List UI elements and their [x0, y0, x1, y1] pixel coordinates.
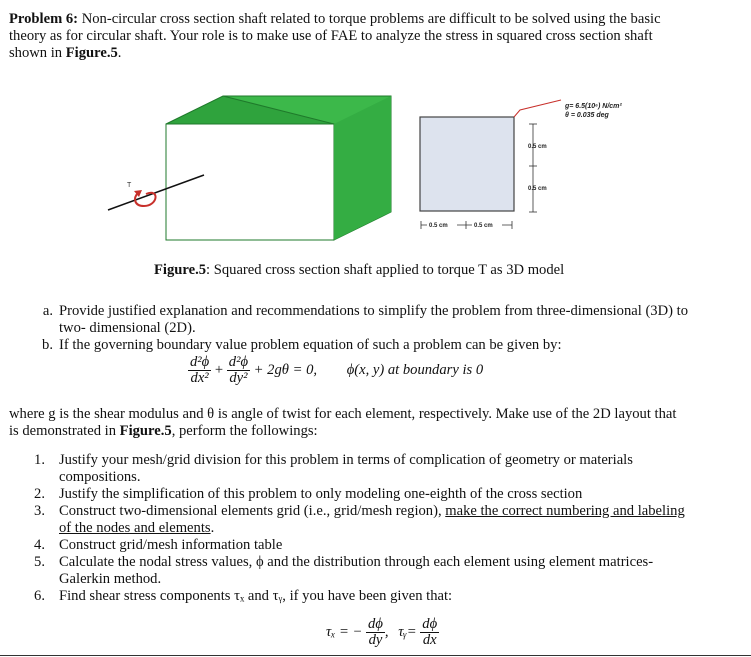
governing-equation — [188, 355, 483, 386]
shaft-front-face — [166, 124, 334, 240]
caption-label: Figure.5 — [154, 262, 207, 278]
task-5 — [9, 554, 749, 588]
intro-line-3 — [9, 45, 744, 62]
part-a-label: a. — [42, 303, 53, 319]
part-b — [9, 337, 744, 354]
shear-comma: , — [384, 623, 389, 640]
intro-line-1 — [9, 11, 744, 28]
task-5-line-1: Calculate the nodal stress values, ϕ and the distribution through each element using element matrices- — [59, 554, 654, 570]
task-3-underlined-2: of the nodes and elements — [59, 520, 211, 536]
where-paragraph — [9, 406, 749, 440]
task-4-text: Construct grid/mesh information table — [59, 537, 283, 553]
figure-ref: Figure.5 — [65, 45, 118, 61]
task-2-text: Justify the simplification of this problem to only modeling one-eighth of the cross section — [59, 486, 583, 502]
eq-den-1: dx² — [190, 370, 209, 386]
shear-num-1: dϕ — [368, 616, 383, 632]
task-2 — [9, 486, 749, 503]
where-figure-ref: Figure.5 — [119, 423, 172, 439]
intro-paragraph — [9, 11, 744, 62]
dim-vertical-2: 0.5 cm — [528, 186, 547, 192]
intro-text-1: Non-circular cross section shaft related to torque problems are difficult to be solved using the basic — [78, 11, 661, 27]
figure-caption — [154, 262, 564, 279]
twist-angle-label: θ = 0.035 deg — [565, 112, 609, 119]
task-2-number: 2. — [34, 486, 45, 502]
caption-text: : Squared cross section shaft applied to torque T as 3D model — [206, 262, 565, 278]
shear-stress-formulas — [326, 617, 439, 648]
where-line-1: where g is the shear modulus and θ is angle of twist for each element, respectively. Make use of the 2D layout that — [9, 406, 677, 422]
part-a-line-1: Provide justified explanation and recommendations to simplify the problem from three-dimensional (3D) to — [59, 303, 689, 319]
problem-label: Problem 6: — [9, 11, 79, 27]
task-1-line-2: compositions. — [59, 469, 141, 485]
shear-num-2: dϕ — [422, 616, 438, 632]
task-3-pre: Construct two-dimensional elements grid (i.e., grid/mesh region), — [59, 503, 446, 519]
task-3-underlined-1: make the correct numbering and labeling — [445, 503, 685, 519]
task-4-number: 4. — [34, 537, 45, 553]
task-3-line-2 — [59, 520, 749, 537]
tau-y-label: τᵧ= — [398, 623, 417, 640]
dim-vertical-1: 0.5 cm — [528, 144, 547, 150]
task-6-number: 6. — [34, 588, 45, 604]
torque-label: T — [127, 182, 132, 189]
vertical-dimension — [529, 124, 537, 212]
shaft-3d-model — [166, 96, 391, 240]
intro-line-3-end: . — [117, 45, 122, 61]
eq-den-2: dy² — [229, 370, 248, 386]
eq-num-2: d²ϕ — [228, 354, 249, 370]
task-1-line-1: Justify your mesh/grid division for this problem in terms of complication of geometry or materials — [59, 452, 633, 468]
eq-plus: + — [214, 361, 224, 378]
task-1 — [9, 452, 749, 486]
task-3-end: . — [210, 520, 215, 536]
part-a-line-2: two- dimensional (2D). — [59, 320, 196, 336]
task-3 — [9, 503, 749, 537]
eq-boundary: ϕ(x, y) at boundary is 0 — [346, 361, 484, 378]
parts-list — [9, 303, 744, 354]
property-leader-line — [514, 100, 561, 117]
part-a — [9, 303, 744, 337]
intro-line-2: theory as for circular shaft. Your role is to make use of FAE to analyze the stress in squared cross section shaft — [9, 28, 653, 44]
tau-x-label: τₓ = − — [326, 623, 363, 640]
task-3-line-1 — [59, 503, 749, 520]
shear-den-1: dy — [368, 632, 383, 648]
where-line-2-pre: is demonstrated in — [9, 423, 120, 439]
shear-den-2: dx — [422, 632, 437, 648]
task-1-number: 1. — [34, 452, 45, 468]
bottom-rule — [0, 655, 751, 656]
dphi-dx-fraction — [420, 617, 439, 648]
dim-horizontal-1: 0.5 cm — [429, 223, 448, 229]
shear-modulus-label: g= 6.5(10⁶) N/cm² — [565, 103, 622, 110]
task-3-number: 3. — [34, 503, 45, 519]
task-6 — [9, 588, 749, 605]
part-b-line-1: If the governing boundary value problem equation of such a problem can be given by: — [59, 337, 562, 353]
square-cross-section — [420, 117, 514, 211]
dim-horizontal-2: 0.5 cm — [474, 223, 493, 229]
task-list — [9, 452, 749, 605]
eq-rest: + 2gθ = 0, — [253, 361, 318, 378]
dphi-dy-fraction — [366, 617, 385, 648]
d2phi-dx2-fraction — [188, 355, 211, 386]
eq-num-1: d²ϕ — [190, 354, 210, 370]
task-5-number: 5. — [34, 554, 45, 570]
task-4 — [9, 537, 749, 554]
part-b-label: b. — [42, 337, 53, 353]
task-5-line-2: Galerkin method. — [59, 571, 162, 587]
task-6-text: Find shear stress components τₓ and τᵧ, if you have been given that: — [59, 588, 453, 604]
where-line-2 — [9, 423, 749, 440]
intro-line-3-pre: shown in — [9, 45, 66, 61]
d2phi-dy2-fraction — [227, 355, 250, 386]
where-line-2-end: , perform the followings: — [171, 423, 318, 439]
figure-5 — [0, 90, 751, 250]
